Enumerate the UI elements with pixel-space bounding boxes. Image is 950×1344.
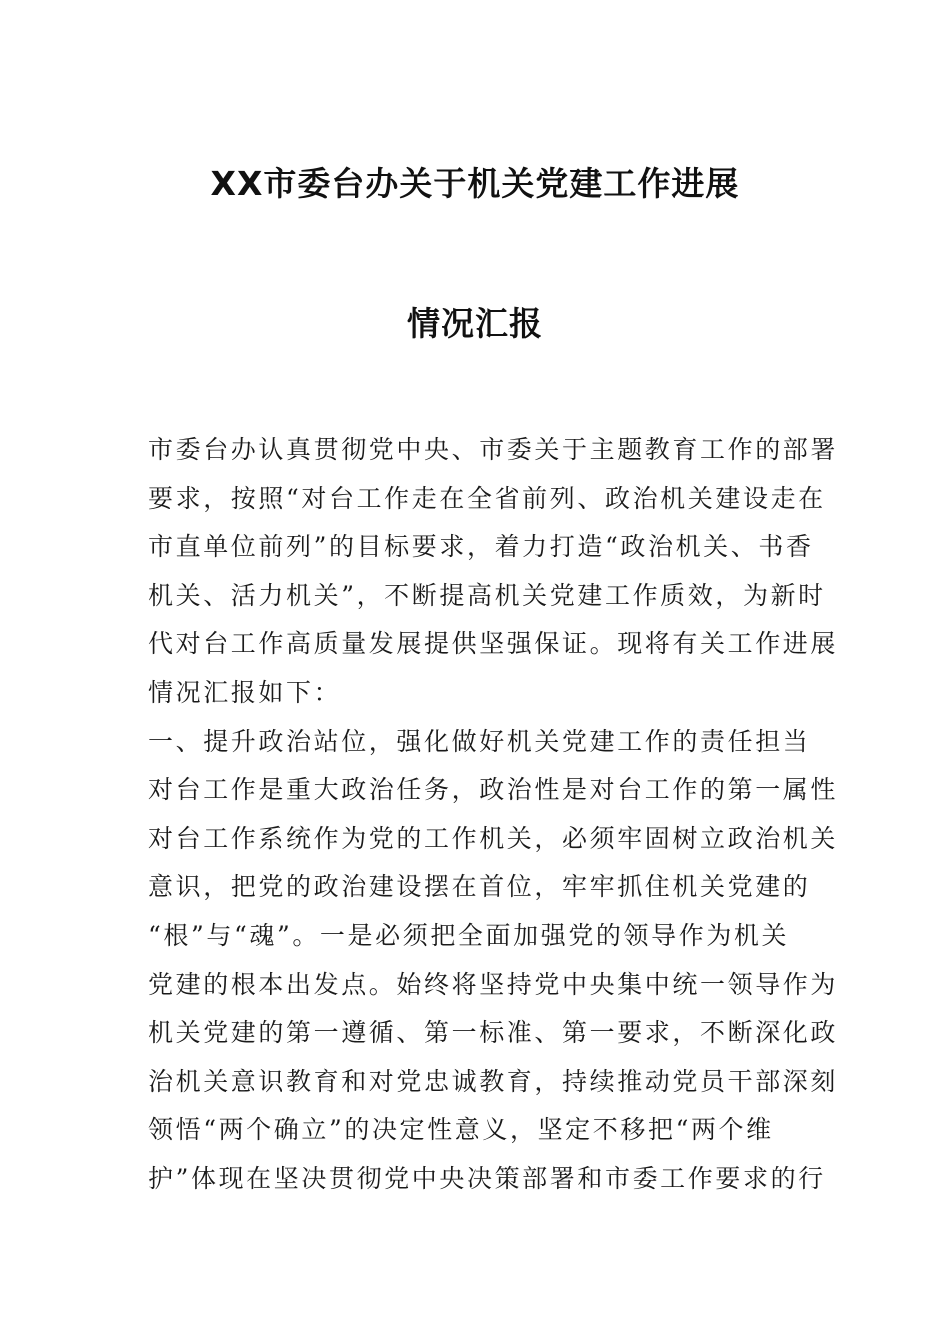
body-line: 对台工作系统作为党的工作机关，必须牢固树立政治机关 <box>148 823 839 853</box>
body-line: 领悟“两个确立”的决定性意义，坚定不移把“两个维 <box>148 1115 774 1145</box>
body-line: 情况汇报如下： <box>148 677 342 707</box>
body-line: 机关、活力机关”，不断提高机关党建工作质效，为新时 <box>148 580 826 610</box>
document-title-line-2: 情况汇报 <box>407 304 543 343</box>
body-line: 市委台办认真贯彻党中央、市委关于主题教育工作的部署 <box>148 435 839 464</box>
body-line: 治机关意识教育和对党忠诚教育，持续推动党员干部深刻 <box>148 1066 839 1096</box>
document-body <box>148 426 839 1204</box>
body-line: 对台工作是重大政治任务，政治性是对台工作的第一属性 <box>148 775 839 805</box>
section-heading: 一、提升政治站位，强化做好机关党建工作的责任担当 <box>148 726 811 756</box>
document-title-line-1: XX市委台办关于机关党建工作进展 <box>210 164 740 203</box>
body-line: 党建的根本出发点。始终将坚持党中央集中统一领导作为 <box>148 969 839 999</box>
body-line: 意识，把党的政治建设摆在首位，牢牢抓住机关党建的 <box>148 872 811 902</box>
body-line: “根”与“魂”。一是必须把全面加强党的领导作为机关 <box>148 920 790 950</box>
body-line: 要求，按照“对台工作走在全省前列、政治机关建设走在 <box>148 483 826 513</box>
body-line: 机关党建的第一遵循、第一标准、第一要求，不断深化政 <box>148 1018 839 1048</box>
body-line: 代对台工作高质量发展提供坚强保证。现将有关工作进展 <box>148 629 839 659</box>
body-line: 护”体现在坚决贯彻党中央决策部署和市委工作要求的行 <box>148 1163 826 1193</box>
body-line: 市直单位前列”的目标要求，着力打造“政治机关、书香 <box>148 532 814 562</box>
